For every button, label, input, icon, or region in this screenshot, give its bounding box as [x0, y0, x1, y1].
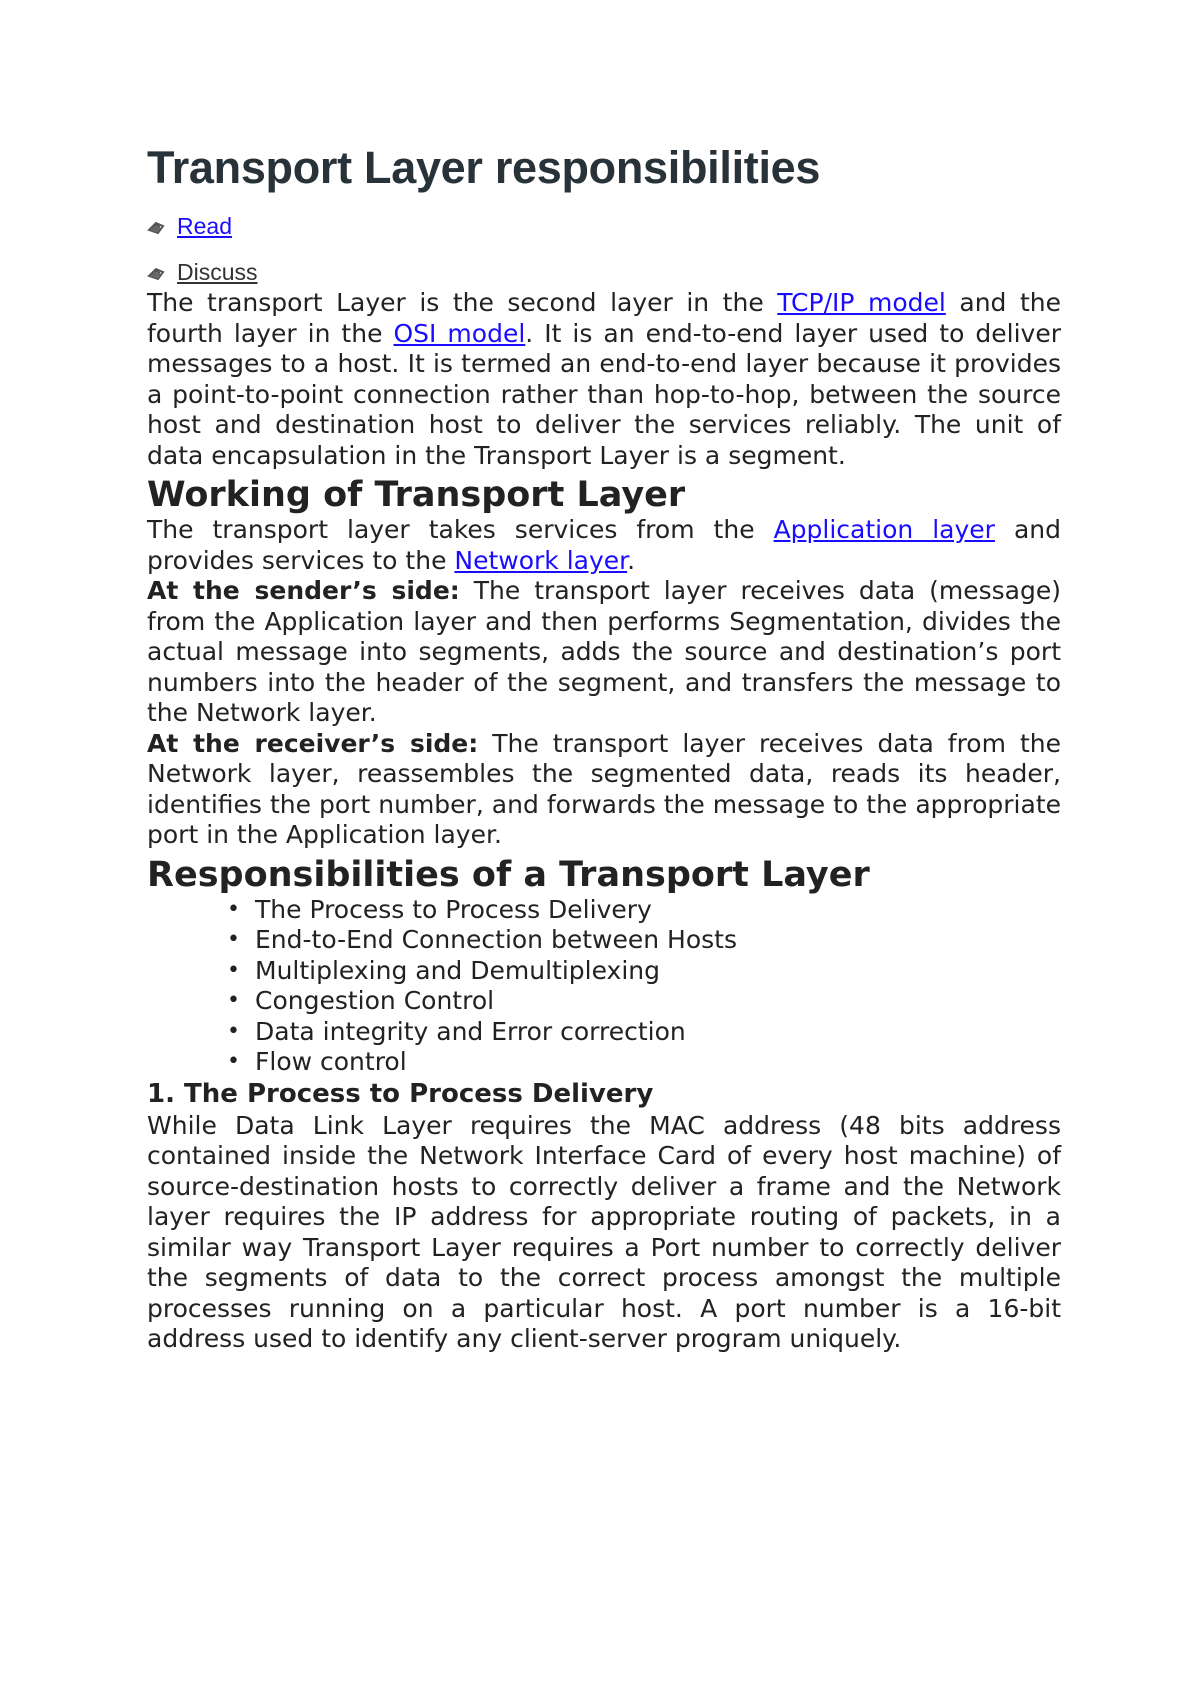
- article: [147, 140, 1061, 1355]
- application-layer-link[interactable]: Application layer: [773, 515, 995, 544]
- list-item: • The Process to Process Delivery: [227, 895, 1061, 926]
- list-item: • End-to-End Connection between Hosts: [227, 925, 1061, 956]
- sender-text: The transport layer receives data (message) from the Application layer and then performs Segmentation, divides the actual message into segments, adds the source and destination’s port numbers into the header of the segment, and transfers the message to the Network layer.: [147, 576, 1061, 727]
- intro-text-2: and the fourth layer in the: [147, 288, 1061, 348]
- network-layer-link[interactable]: Network layer: [454, 545, 628, 575]
- process-heading: 1. The Process to Process Delivery: [147, 1078, 654, 1109]
- intro-paragraph: [147, 288, 1061, 471]
- receiver-label: At the receiver’s side:: [147, 728, 479, 758]
- receiver-text: The transport layer receives data from the Network layer, reassembles the segmented data, reads its header, identifies the port number, and forwards the message to the appropriate port in the Application layer.: [147, 728, 1061, 849]
- discuss-icon: [147, 263, 165, 281]
- receiver-paragraph: [147, 729, 1061, 851]
- page-title: Transport Layer responsibilities: [147, 142, 821, 193]
- list-item: • Congestion Control: [227, 986, 1061, 1017]
- responsibilities-list: [147, 895, 1061, 1078]
- tcpip-model-link[interactable]: TCP/IP model: [777, 288, 946, 317]
- working-text-3: .: [627, 545, 636, 575]
- sender-paragraph: [147, 576, 1061, 729]
- sender-label: At the sender’s side:: [147, 576, 460, 605]
- osi-model-link[interactable]: OSI model: [393, 318, 526, 348]
- intro-text-3: . It is an end-to-end layer used to deliver messages to a host. It is termed an end-to-end layer because it provides a point-to-point connection rather than hop-to-hop, between the source host and destination host to deliver the services reliably. The unit of data encapsulation in the Transport Layer is a segment.: [147, 318, 1061, 470]
- process-paragraph: While Data Link Layer requires the MAC address (48 bits address contained inside the Network Interface Card of every host machine) of source-destination hosts to correctly deliver a frame and the Network layer requires the IP address for appropriate routing of packets, in a similar way Transport Layer requires a Port number to correctly deliver the segments of data to the correct process amongst the multiple processes running on a particular host. A port number is a 16-bit address used to identify any client-server program uniquely.: [147, 1110, 1061, 1353]
- list-item: • Data integrity and Error correction: [227, 1017, 1061, 1048]
- read-link[interactable]: Read: [177, 212, 232, 239]
- responsibilities-heading: Responsibilities of a Transport Layer: [147, 854, 870, 895]
- working-text-2: and provides services to the: [147, 515, 1061, 575]
- discuss-link[interactable]: Discuss: [177, 258, 258, 285]
- working-text-1: The transport layer takes services from the: [147, 515, 774, 544]
- intro-text-1: The transport Layer is the second layer in the: [147, 288, 778, 317]
- list-item: • Flow control: [227, 1047, 1061, 1078]
- working-heading: Working of Transport Layer: [147, 475, 686, 515]
- read-action[interactable]: [147, 210, 1061, 242]
- working-paragraph: [147, 515, 1061, 576]
- discuss-action[interactable]: [147, 256, 1061, 288]
- list-item: • Multiplexing and Demultiplexing: [227, 956, 1061, 987]
- read-icon: [147, 217, 165, 235]
